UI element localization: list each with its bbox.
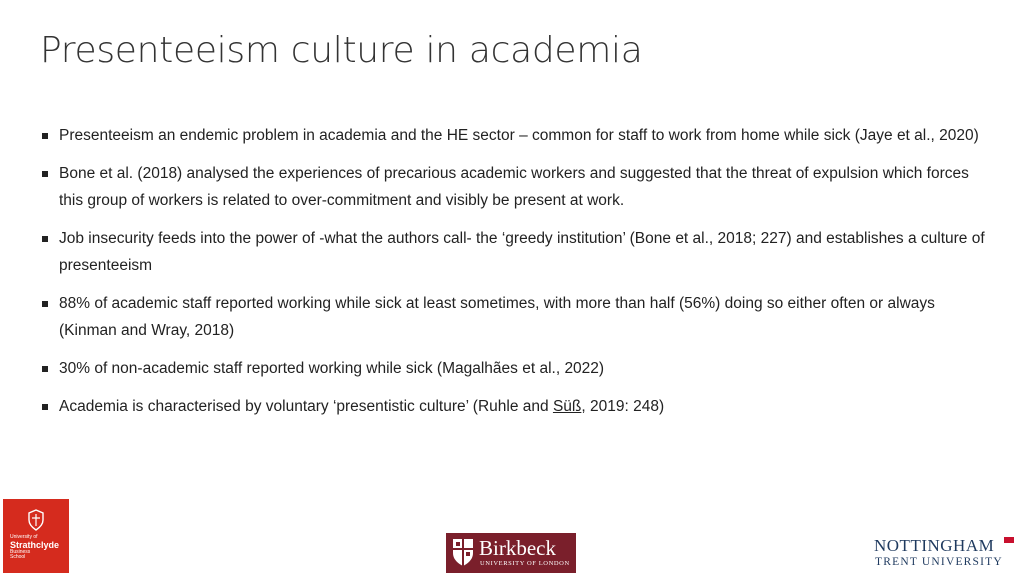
bullet-item [40, 355, 990, 382]
strathclyde-wordmark: University of Strathclyde Business School [10, 534, 60, 560]
ntu-wordmark-line1: NOTTINGHAM [874, 536, 995, 555]
ntu-badge-icon [1004, 537, 1014, 543]
underlined-author-link[interactable]: Süß [552, 398, 582, 415]
birkbeck-name: Birkbeck [479, 536, 556, 560]
strathclyde-crest-icon [27, 509, 45, 531]
square-bullet-icon [42, 301, 48, 307]
bullet-text: Presenteeism an endemic problem in academia and the HE sector – common for staff to work from home while sick (Jaye et al., 2020) [59, 127, 979, 144]
bullet-text: Bone et al. (2018) analysed the experiences of precarious academic workers and suggested that the threat of expulsion which forces this group of workers is related to over-commitment and visibly be present at work. [59, 165, 969, 209]
bullet-item [40, 160, 990, 214]
bullet-text-tail: , 2019: 248) [581, 398, 665, 415]
birkbeck-crest-icon [451, 537, 475, 567]
bullet-text: Academia is characterised by voluntary ‘presentistic culture’ (Ruhle and [59, 398, 553, 415]
birkbeck-logo [446, 533, 576, 573]
strathclyde-logo [3, 499, 69, 573]
bullet-item [40, 393, 990, 420]
slide-title: Presenteeism culture in academia [40, 30, 643, 71]
bullet-text: Job insecurity feeds into the power of -what the authors call- the ‘greedy institution’ (Bone et al., 2018; 227) and establishes a culture of presenteeism [59, 230, 985, 274]
bullet-item [40, 122, 990, 149]
square-bullet-icon [42, 133, 48, 139]
square-bullet-icon [42, 171, 48, 177]
bullet-text: 88% of academic staff reported working while sick at least sometimes, with more than half (56%) doing so either often or always (Kinman and Wray, 2018) [59, 295, 935, 339]
square-bullet-icon [42, 404, 48, 410]
birkbeck-subtitle: UNIVERSITY OF LONDON [480, 560, 570, 567]
bullet-list [40, 122, 990, 431]
square-bullet-icon [42, 366, 48, 372]
ntu-wordmark-line2: TRENT UNIVERSITY [875, 556, 1003, 568]
bullet-text: 30% of non-academic staff reported working while sick (Magalhães et al., 2022) [59, 360, 605, 377]
bullet-item [40, 290, 990, 344]
bullet-item [40, 225, 990, 279]
ntu-logo [874, 537, 1014, 571]
square-bullet-icon [42, 236, 48, 242]
